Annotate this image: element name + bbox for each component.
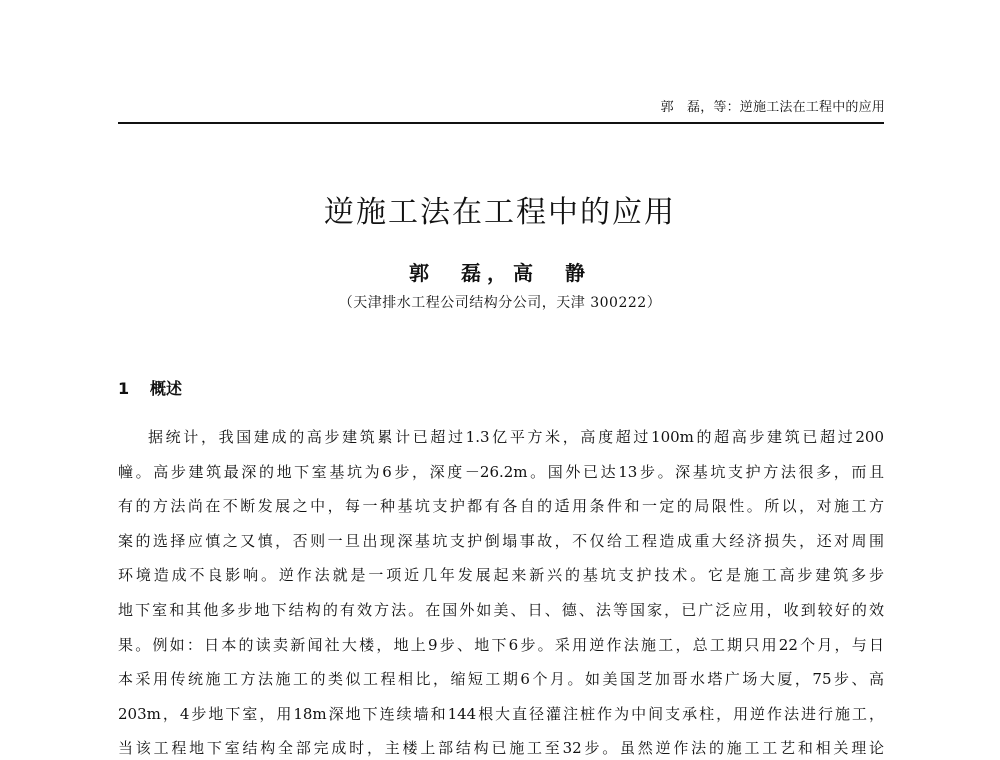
body-line: 地下室和其他多步地下结构的有效方法。在国外如美、日、德、法等国家，已广泛应用，收到较好的效 — [118, 600, 884, 619]
body-line: 当该工程地下室结构全部完成时，主楼上部结构已施工至32步。虽然逆作法的施工工艺和相关理论 — [118, 739, 884, 758]
body-line: 幢。高步建筑最深的地下室基坑为6步，深度－26.2m。国外已达13步。深基坑支护方法很多，而且 — [118, 462, 884, 481]
paper-affiliation: （天津排水工程公司结构分公司，天津 300222） — [338, 295, 662, 311]
body-line: 果。例如：日本的读卖新闻社大楼，地上9步、地下6步。采用逆作法施工，总工期只用22个月，与日 — [118, 635, 884, 654]
body-paragraph — [118, 420, 884, 760]
paper-title: 逆施工法在工程中的应用 — [324, 195, 676, 230]
body-line: 据统计，我国建成的高步建筑累计已超过1.3亿平方米，高度超过100m的超高步建筑已超过200 — [148, 428, 884, 446]
body-line: 本采用传统施工方法施工的类似工程相比，缩短工期6个月。如美国芝加哥水塔广场大厦，75步、高 — [118, 670, 884, 689]
body-line: 案的选择应慎之又慎，否则一旦出现深基坑支护倒塌事故，不仅给工程造成重大经济损失，还对周围 — [118, 531, 884, 550]
body-line: 环境造成不良影响。逆作法就是一项近几年发展起来新兴的基坑支护技术。它是施工高步建筑多步 — [118, 566, 884, 585]
section-number: 1 — [118, 379, 130, 398]
body-line: 有的方法尚在不断发展之中，每一种基坑支护都有各自的适用条件和一定的局限性。所以，对施工方 — [118, 497, 884, 516]
running-header: 郭 磊，等：逆施工法在工程中的应用 — [660, 100, 885, 115]
section-title: 概述 — [150, 379, 183, 398]
section-heading — [118, 376, 182, 399]
body-line: 203m，4步地下室，用18m深地下连续墙和144根大直径灌注桩作为中间支承柱，用逆作法进行施工， — [118, 704, 884, 723]
paper-authors: 郭 磊，高 静 — [409, 261, 591, 285]
header-rule — [118, 122, 884, 124]
